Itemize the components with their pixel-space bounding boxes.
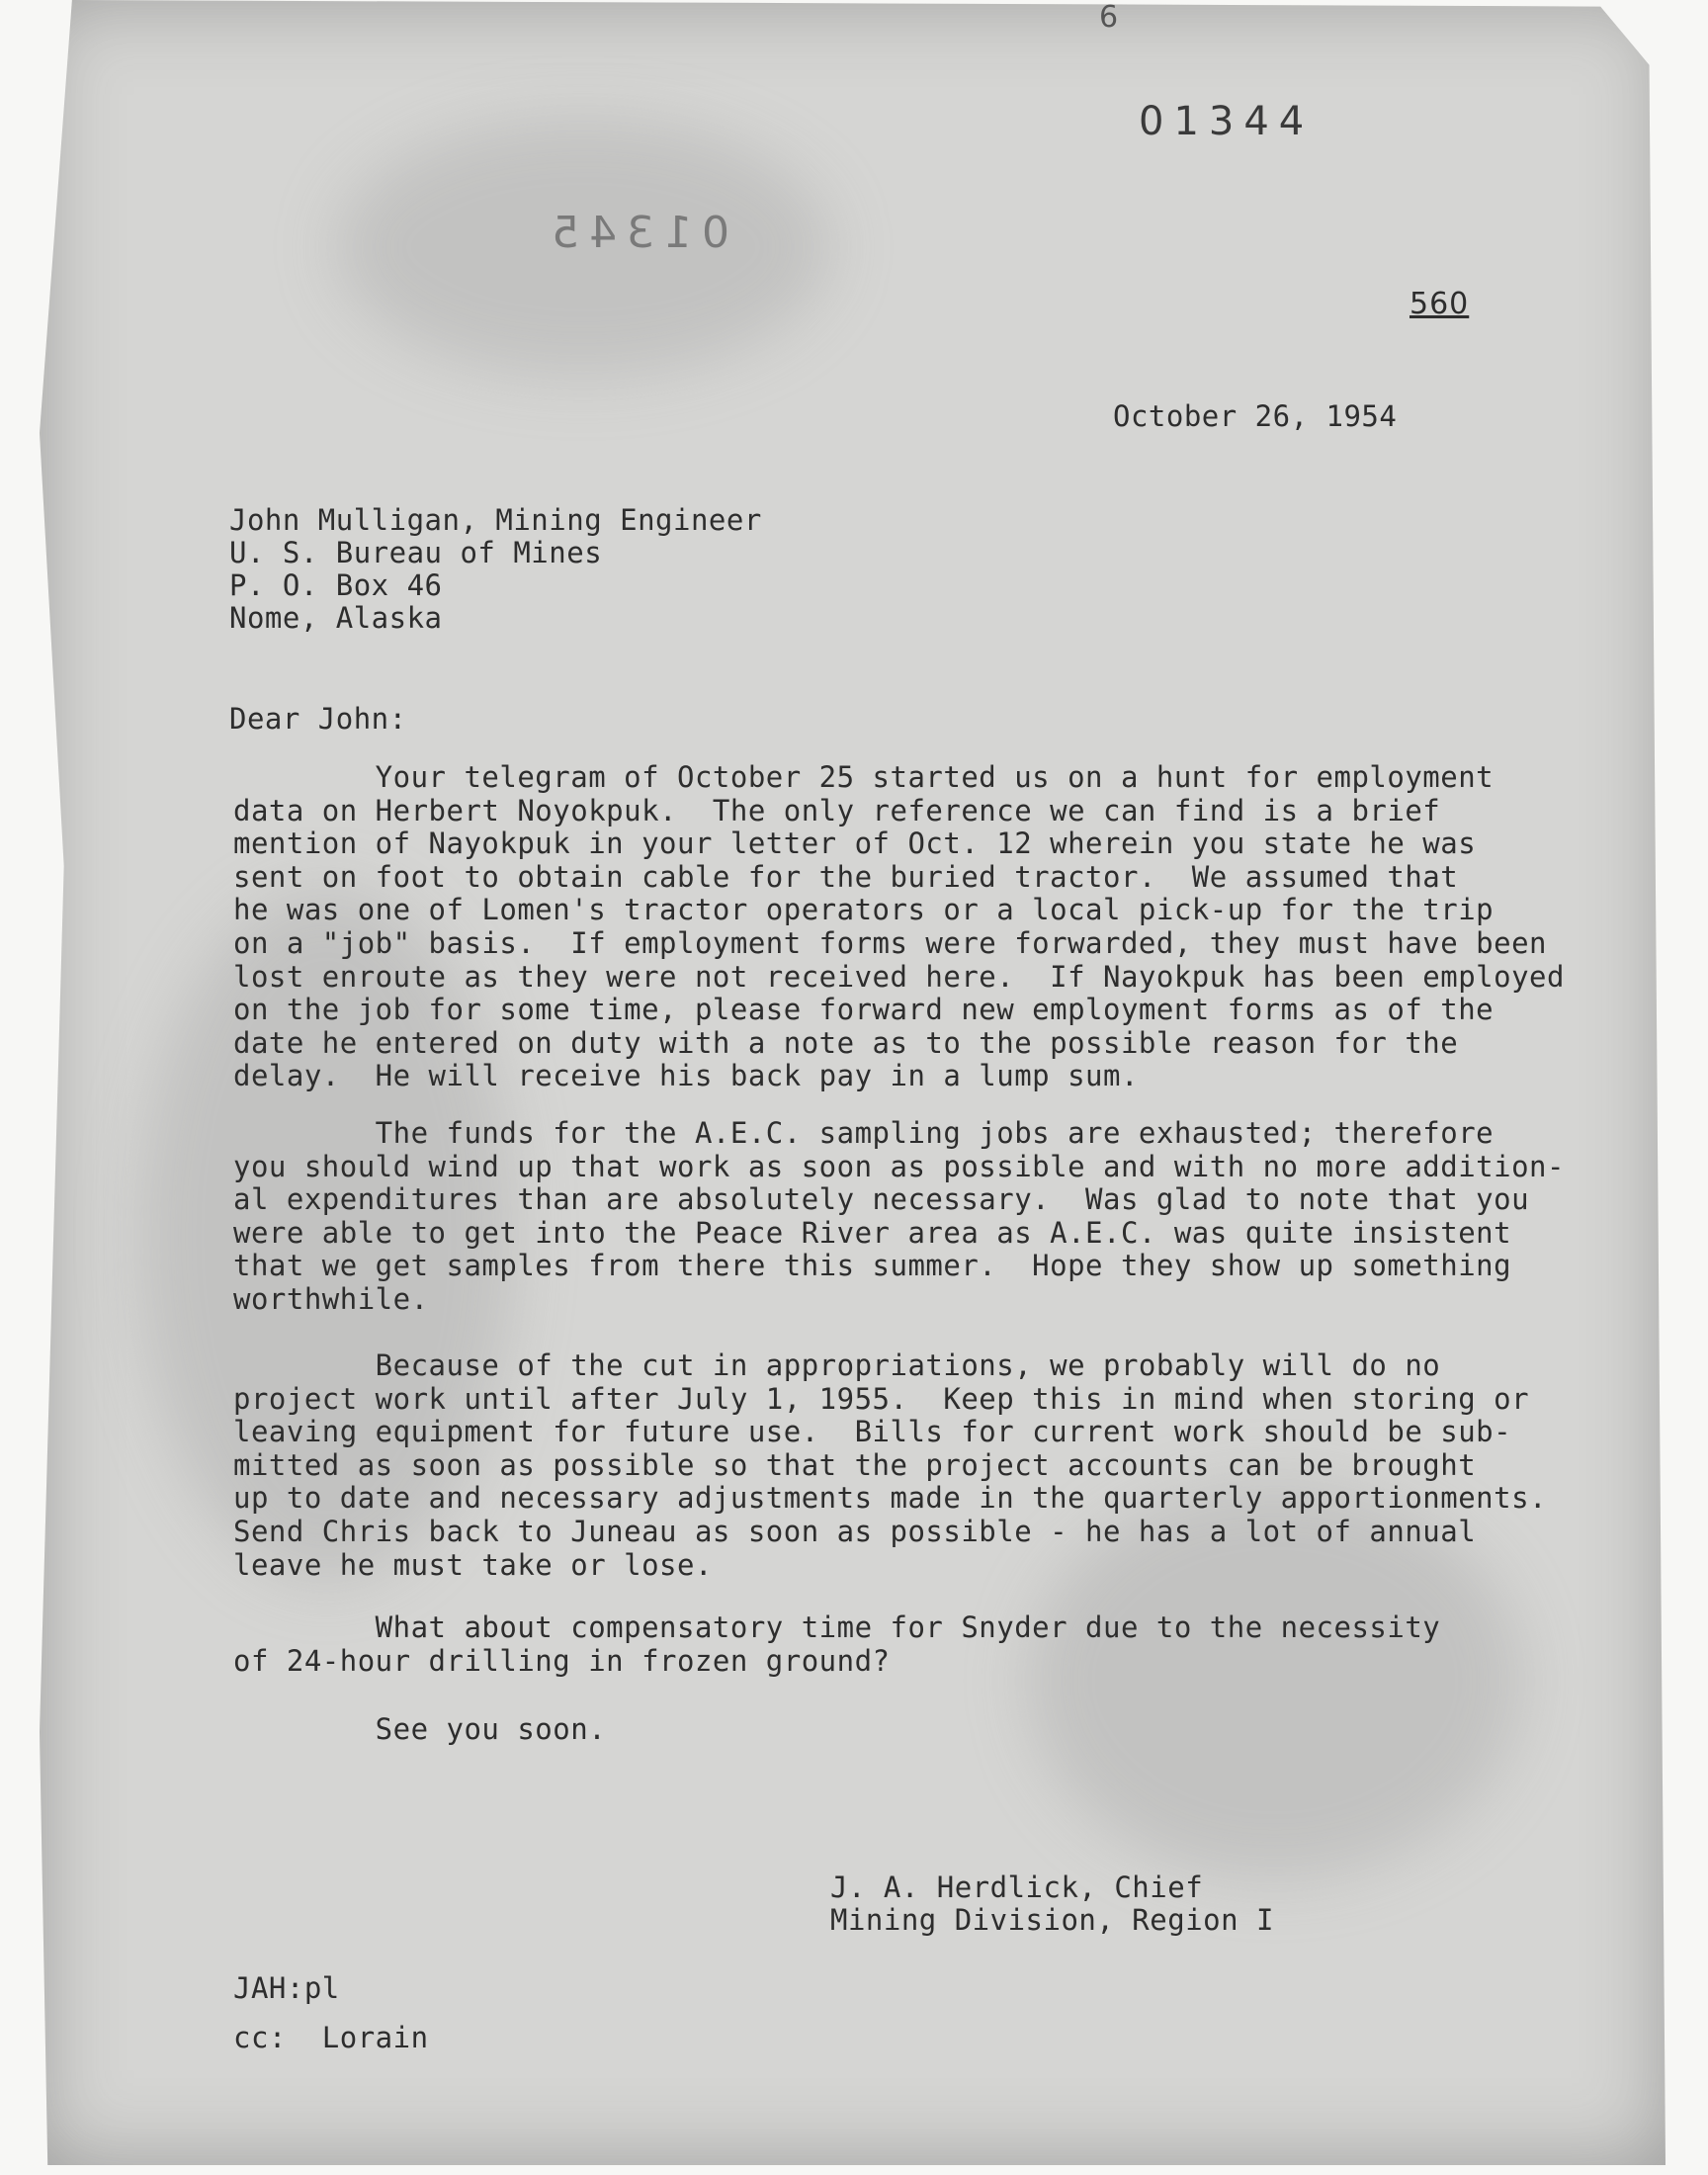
address-line: John Mulligan, Mining Engineer bbox=[229, 503, 762, 537]
salutation: Dear John: bbox=[229, 702, 407, 736]
body-paragraph-4: What about compensatory time for Snyder due to the necessity of 24-hour drilling in frozen ground? bbox=[233, 1610, 1441, 1678]
body-paragraph-3: Because of the cut in appropriations, we probably will do no project work until after July 1, 1955. Keep this in mind when storing or leaving equipment for future use. Bills for current work should be sub- mitted as soon as possible so that the project accounts can be brought up to date and necessary adjustments made in the quarterly apportionments. Send Chris back to Juneau as soon as possible - he has a lot of annual leave he must take or lose. bbox=[233, 1348, 1548, 1582]
body-paragraph-2: The funds for the A.E.C. sampling jobs are exhausted; therefore you should wind up that work as soon as possible and with no more addition- al expenditures than are absolutely necessary. Was glad to note that you were able to get into the Peace River area as A.E.C. was quite insistent that we get samples from there this summer. Hope they show up something worthwhile. bbox=[233, 1116, 1565, 1316]
signature-line: J. A. Herdlick, Chief bbox=[830, 1870, 1204, 1904]
body-paragraph-1: Your telegram of October 25 started us on a hunt for employment data on Herbert Noyokpuk. The only reference we can find is a brief mention of Nayokpuk in your letter of Oct. 12 wherein you state he was sent on foot to obtain cable for the buried tractor. We assumed that he was one of Lomen's tractor operators or a local pick-up for the trip on a "job" basis. If employment forms were forwarded, they must have been lost enroute as they were not received here. If Nayokpuk has been employed on the job for some time, please forward new employment forms as of the date he entered on duty with a note as to the possible reason for the delay. He will receive his back pay in a lump sum. bbox=[233, 760, 1565, 1093]
top-tick-mark: 6 bbox=[1099, 0, 1129, 35]
address-line: P. O. Box 46 bbox=[229, 568, 443, 602]
closing-line: See you soon. bbox=[233, 1712, 607, 1746]
signature-line: Mining Division, Region I bbox=[830, 1903, 1274, 1937]
address-line: U. S. Bureau of Mines bbox=[229, 536, 603, 569]
letter-date: October 26, 1954 bbox=[1113, 399, 1398, 433]
mirrored-number: 01345 bbox=[542, 208, 729, 258]
address-line: Nome, Alaska bbox=[229, 601, 443, 635]
stamp-number: 01344 bbox=[1139, 99, 1315, 144]
cc-line: cc: Lorain bbox=[233, 2021, 429, 2054]
page-number: 560 bbox=[1409, 287, 1470, 321]
typist-initials: JAH:pl bbox=[233, 1971, 340, 2005]
